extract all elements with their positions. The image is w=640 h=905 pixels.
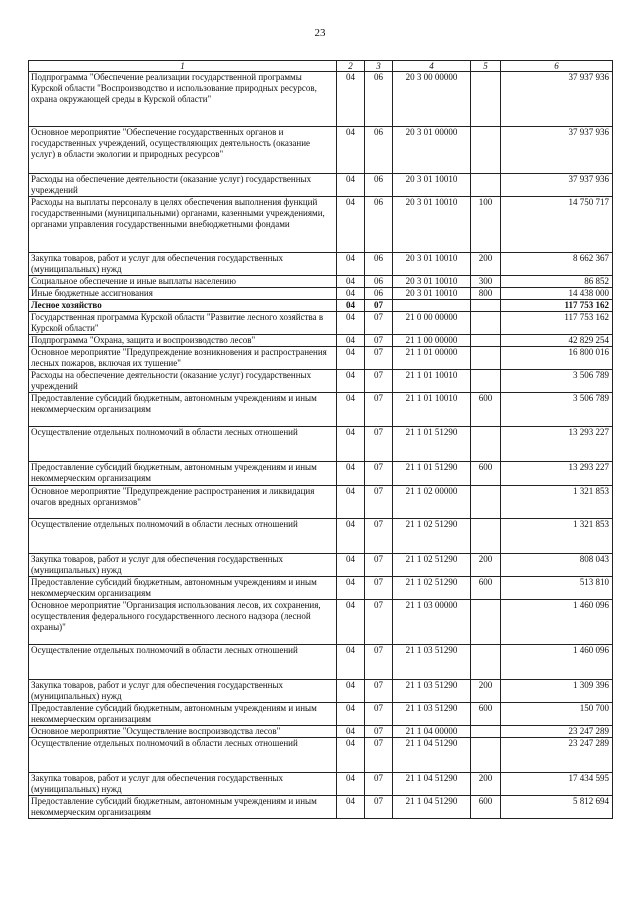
table-row [29,253,613,276]
row-amount: 3 506 789 [501,393,613,427]
row-name: Закупка товаров, работ и услуг для обеспечения государственных (муниципальных) нужд [29,773,337,796]
budget-table [28,60,613,819]
row-expense-type [471,519,501,554]
row-target-code: 21 1 01 51290 [393,462,471,486]
row-amount: 117 753 162 [501,300,613,312]
row-subsection: 07 [365,554,393,577]
row-name: Основное мероприятие "Предупреждение распространения и ликвидация очагов вредных организмов" [29,486,337,519]
row-target-code: 20 3 01 10010 [393,197,471,253]
row-expense-type [471,312,501,335]
row-section: 04 [337,796,365,819]
row-subsection: 07 [365,486,393,519]
row-expense-type [471,72,501,127]
row-amount: 37 937 936 [501,127,613,174]
row-section: 04 [337,519,365,554]
row-section: 04 [337,680,365,703]
row-name: Иные бюджетные ассигнования [29,288,337,300]
row-expense-type: 200 [471,773,501,796]
row-amount: 1 321 853 [501,486,613,519]
row-target-code: 21 1 03 00000 [393,600,471,645]
row-name: Осуществление отдельных полномочий в области лесных отношений [29,519,337,554]
row-expense-type: 600 [471,462,501,486]
row-section: 04 [337,197,365,253]
header-row [29,61,613,72]
row-target-code: 20 3 01 10010 [393,253,471,276]
table-row [29,335,613,347]
row-name: Осуществление отдельных полномочий в области лесных отношений [29,645,337,680]
table-row [29,738,613,773]
row-section: 04 [337,462,365,486]
row-expense-type [471,174,501,197]
row-name: Предоставление субсидий бюджетным, автономным учреждениям и иным некоммерческим организациям [29,462,337,486]
row-subsection: 07 [365,393,393,427]
row-amount: 17 434 595 [501,773,613,796]
row-expense-type [471,486,501,519]
column-header-4: 4 [393,61,471,72]
row-expense-type [471,300,501,312]
row-amount: 14 750 717 [501,197,613,253]
row-section: 04 [337,127,365,174]
row-subsection: 06 [365,288,393,300]
row-expense-type [471,370,501,393]
row-subsection: 07 [365,462,393,486]
row-target-code: 21 1 01 10010 [393,370,471,393]
row-section: 04 [337,335,365,347]
table-row [29,519,613,554]
row-name: Подпрограмма "Обеспечение реализации государственной программы Курской области "Воспроизводство и использование природных ресурсов, охрана окружающей среды в Курской области" [29,72,337,127]
row-target-code: 21 1 03 51290 [393,703,471,726]
row-name: Социальное обеспечение и иные выплаты населению [29,276,337,288]
row-expense-type: 600 [471,703,501,726]
row-expense-type: 100 [471,197,501,253]
row-name: Закупка товаров, работ и услуг для обеспечения государственных (муниципальных) нужд [29,554,337,577]
row-subsection: 07 [365,680,393,703]
row-name: Предоставление субсидий бюджетным, автономным учреждениям и иным некоммерческим организациям [29,577,337,600]
row-name: Расходы на выплаты персоналу в целях обеспечения выполнения функций государственными (муниципальными) органами, казенными учреждениями, органами управления государственными внебюджетными фондами [29,197,337,253]
row-amount: 86 852 [501,276,613,288]
row-target-code: 21 1 04 51290 [393,738,471,773]
row-target-code: 20 3 01 00000 [393,127,471,174]
row-subsection: 07 [365,600,393,645]
row-target-code: 21 1 04 51290 [393,796,471,819]
row-target-code: 20 3 01 10010 [393,174,471,197]
row-section: 04 [337,288,365,300]
row-target-code: 21 0 00 00000 [393,312,471,335]
row-amount: 13 293 227 [501,427,613,462]
row-section: 04 [337,347,365,370]
row-expense-type [471,335,501,347]
row-section: 04 [337,738,365,773]
table-row [29,796,613,819]
row-amount: 513 810 [501,577,613,600]
row-expense-type: 600 [471,577,501,600]
table-row [29,554,613,577]
table-row [29,703,613,726]
row-name: Осуществление отдельных полномочий в области лесных отношений [29,427,337,462]
row-subsection: 07 [365,335,393,347]
table-row [29,427,613,462]
row-amount: 23 247 289 [501,726,613,738]
row-expense-type [471,600,501,645]
row-section: 04 [337,312,365,335]
row-section: 04 [337,276,365,288]
table-row [29,773,613,796]
row-name: Предоставление субсидий бюджетным, автономным учреждениям и иным некоммерческим организациям [29,796,337,819]
row-section: 04 [337,393,365,427]
row-section: 04 [337,645,365,680]
page-number: 23 [314,27,326,39]
row-section: 04 [337,427,365,462]
row-name: Расходы на обеспечение деятельности (оказание услуг) государственных учреждений [29,370,337,393]
row-subsection: 07 [365,347,393,370]
row-section: 04 [337,486,365,519]
row-section: 04 [337,577,365,600]
row-amount: 1 460 096 [501,645,613,680]
table-row [29,347,613,370]
table-row [29,600,613,645]
row-expense-type: 600 [471,393,501,427]
row-amount: 14 438 000 [501,288,613,300]
row-target-code: 20 3 01 10010 [393,276,471,288]
row-expense-type [471,738,501,773]
row-subsection: 07 [365,645,393,680]
table-row [29,393,613,427]
row-subsection: 07 [365,738,393,773]
row-subsection: 06 [365,276,393,288]
row-target-code: 21 1 02 00000 [393,486,471,519]
row-target-code: 21 1 03 51290 [393,645,471,680]
row-name: Осуществление отдельных полномочий в области лесных отношений [29,738,337,773]
table-row [29,645,613,680]
row-section: 04 [337,174,365,197]
row-section: 04 [337,253,365,276]
row-expense-type: 300 [471,276,501,288]
row-amount: 808 043 [501,554,613,577]
row-amount: 37 937 936 [501,174,613,197]
row-name: Государственная программа Курской области "Развитие лесного хозяйства в Курской области" [29,312,337,335]
column-header-6: 6 [501,61,613,72]
column-header-5: 5 [471,61,501,72]
row-section: 04 [337,600,365,645]
table-row [29,300,613,312]
row-amount: 23 247 289 [501,738,613,773]
row-name: Основное мероприятие "Предупреждение возникновения и распространения лесных пожаров, включая их тушение" [29,347,337,370]
row-section: 04 [337,773,365,796]
row-target-code: 21 1 02 51290 [393,554,471,577]
row-subsection: 07 [365,370,393,393]
row-name: Основное мероприятие "Обеспечение государственных органов и государственных учреждений, осуществляющих деятельность (оказание услуг) в области экологии и природных ресурсов" [29,127,337,174]
row-amount: 13 293 227 [501,462,613,486]
row-name: Закупка товаров, работ и услуг для обеспечения государственных (муниципальных) нужд [29,253,337,276]
row-expense-type [471,127,501,174]
table-row [29,127,613,174]
row-target-code: 20 3 01 10010 [393,288,471,300]
row-subsection: 07 [365,577,393,600]
row-subsection: 07 [365,300,393,312]
row-target-code: 21 1 01 00000 [393,347,471,370]
row-amount: 16 800 016 [501,347,613,370]
table-row [29,577,613,600]
row-subsection: 06 [365,253,393,276]
row-target-code: 21 1 02 51290 [393,519,471,554]
row-subsection: 07 [365,312,393,335]
row-name: Расходы на обеспечение деятельности (оказание услуг) государственных учреждений [29,174,337,197]
row-subsection: 07 [365,773,393,796]
table-row [29,370,613,393]
row-name: Закупка товаров, работ и услуг для обеспечения государственных (муниципальных) нужд [29,680,337,703]
row-expense-type [471,347,501,370]
row-subsection: 06 [365,72,393,127]
row-subsection: 07 [365,427,393,462]
row-amount: 150 700 [501,703,613,726]
row-expense-type: 800 [471,288,501,300]
column-header-3: 3 [365,61,393,72]
row-target-code: 21 1 03 51290 [393,680,471,703]
row-subsection: 07 [365,796,393,819]
row-name: Предоставление субсидий бюджетным, автономным учреждениям и иным некоммерческим организациям [29,393,337,427]
row-target-code: 21 1 04 51290 [393,773,471,796]
row-subsection: 07 [365,726,393,738]
row-expense-type [471,726,501,738]
row-amount: 8 662 367 [501,253,613,276]
row-subsection: 06 [365,197,393,253]
column-header-1: 1 [29,61,337,72]
row-target-code [393,300,471,312]
table-row [29,72,613,127]
row-section: 04 [337,726,365,738]
row-expense-type: 200 [471,554,501,577]
row-section: 04 [337,370,365,393]
row-amount: 5 812 694 [501,796,613,819]
row-subsection: 07 [365,519,393,554]
table-row [29,174,613,197]
row-subsection: 06 [365,127,393,174]
table-row [29,486,613,519]
row-section: 04 [337,703,365,726]
row-name: Подпрограмма "Охрана, защита и воспроизводство лесов" [29,335,337,347]
table-row [29,726,613,738]
row-section: 04 [337,554,365,577]
table-row [29,312,613,335]
row-subsection: 06 [365,174,393,197]
row-target-code: 20 3 00 00000 [393,72,471,127]
row-amount: 42 829 254 [501,335,613,347]
table-row [29,288,613,300]
row-amount: 37 937 936 [501,72,613,127]
row-amount: 117 753 162 [501,312,613,335]
row-target-code: 21 1 02 51290 [393,577,471,600]
row-section: 04 [337,72,365,127]
row-subsection: 07 [365,703,393,726]
table-row [29,197,613,253]
table-row [29,680,613,703]
table-row [29,276,613,288]
row-expense-type: 200 [471,680,501,703]
row-name: Основное мероприятие "Организация использования лесов, их сохранения, осуществления федерального государственного лесного надзора (лесной охраны)" [29,600,337,645]
column-header-2: 2 [337,61,365,72]
row-target-code: 21 1 00 00000 [393,335,471,347]
row-name: Основное мероприятие "Осуществление воспроизводства лесов" [29,726,337,738]
row-amount: 1 460 096 [501,600,613,645]
row-expense-type [471,427,501,462]
row-amount: 1 309 396 [501,680,613,703]
row-name: Лесное хозяйство [29,300,337,312]
row-amount: 1 321 853 [501,519,613,554]
row-target-code: 21 1 04 00000 [393,726,471,738]
row-expense-type: 200 [471,253,501,276]
row-expense-type [471,645,501,680]
table-row [29,462,613,486]
row-section: 04 [337,300,365,312]
row-target-code: 21 1 01 10010 [393,393,471,427]
row-amount: 3 506 789 [501,370,613,393]
row-expense-type: 600 [471,796,501,819]
row-target-code: 21 1 01 51290 [393,427,471,462]
row-name: Предоставление субсидий бюджетным, автономным учреждениям и иным некоммерческим организациям [29,703,337,726]
